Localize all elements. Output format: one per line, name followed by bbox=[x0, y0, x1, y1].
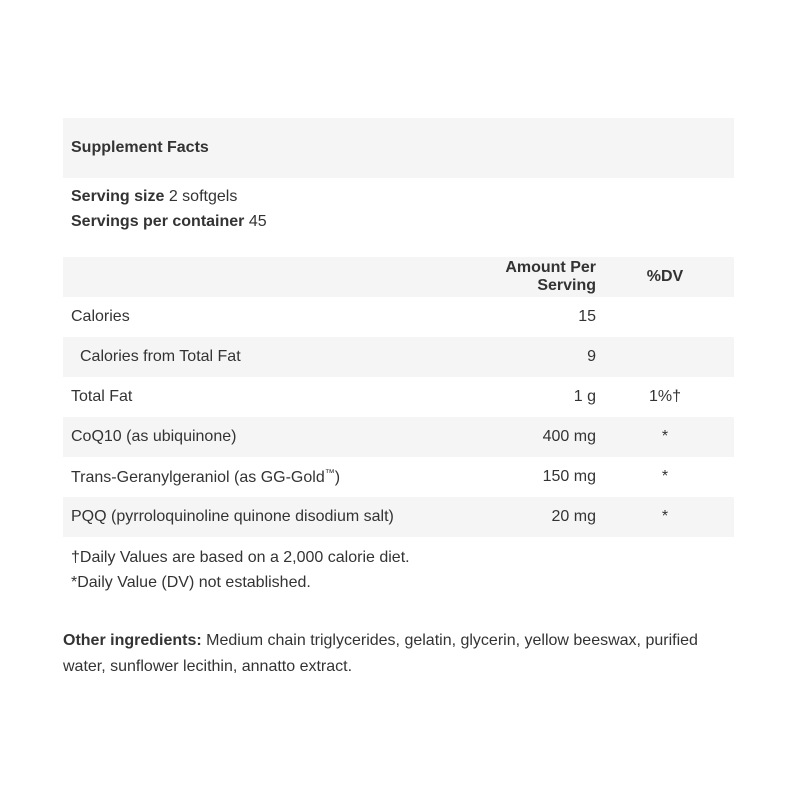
row-dv: * bbox=[661, 468, 669, 485]
row-dv: * bbox=[661, 508, 669, 525]
row-name: Trans-Geranylgeraniol (as GG-Gold bbox=[71, 468, 325, 486]
serving-size-value: 2 softgels bbox=[168, 188, 238, 205]
row-name: PQQ (pyrroloquinoline quinone disodium salt) bbox=[71, 508, 394, 525]
row-name: Calories from Total Fat bbox=[80, 348, 241, 365]
row-name-suffix: ) bbox=[334, 468, 341, 486]
row-amount: 15 bbox=[578, 308, 596, 325]
row-name-cell bbox=[63, 457, 503, 497]
row-dv: * bbox=[661, 428, 669, 445]
row-name: Total Fat bbox=[71, 388, 133, 405]
other-ingredients-label: Other ingredients: bbox=[63, 632, 202, 649]
row-amount: 9 bbox=[587, 348, 596, 365]
other-ingredients bbox=[63, 628, 734, 680]
row-name: CoQ10 (as ubiquinone) bbox=[71, 428, 237, 445]
servings-per-container-line bbox=[71, 209, 671, 234]
serving-info bbox=[71, 184, 671, 234]
row-amount: 20 mg bbox=[551, 508, 596, 525]
nutrition-table bbox=[63, 257, 734, 537]
table-header-row bbox=[63, 257, 734, 297]
footnote-not-established: *Daily Value (DV) not established. bbox=[71, 574, 311, 591]
row-amount: 150 mg bbox=[542, 468, 596, 485]
row-amount: 400 mg bbox=[542, 428, 596, 445]
row-amount: 1 g bbox=[573, 388, 596, 405]
header-name bbox=[63, 257, 503, 297]
supplement-facts-title bbox=[63, 118, 734, 178]
trademark-mark: ™ bbox=[324, 467, 335, 479]
row-dv bbox=[596, 337, 734, 377]
table-row bbox=[63, 497, 734, 537]
other-ingredients-text: Medium chain triglycerides, gelatin, glycerin, yellow beeswax, purified water, sunflower lecithin, annatto extract. bbox=[63, 632, 698, 675]
table-row bbox=[63, 377, 734, 417]
serving-size-line bbox=[71, 184, 671, 209]
servings-per-container-value: 45 bbox=[248, 213, 267, 230]
page-title: Supplement Facts bbox=[71, 139, 209, 156]
header-amount: Amount Per Serving bbox=[505, 259, 596, 294]
table-row bbox=[63, 337, 734, 377]
table-row bbox=[63, 297, 734, 337]
footnote-daily-values: †Daily Values are based on a 2,000 calorie diet. bbox=[71, 549, 410, 566]
servings-per-container-label: Servings per container bbox=[71, 213, 245, 230]
row-dv bbox=[596, 297, 734, 337]
footnotes bbox=[71, 545, 671, 595]
serving-size-label: Serving size bbox=[71, 188, 165, 205]
row-dv: 1%† bbox=[648, 388, 682, 405]
row-name: Calories bbox=[71, 308, 130, 325]
table-row bbox=[63, 457, 734, 497]
table-row bbox=[63, 417, 734, 457]
header-dv: %DV bbox=[646, 268, 684, 285]
